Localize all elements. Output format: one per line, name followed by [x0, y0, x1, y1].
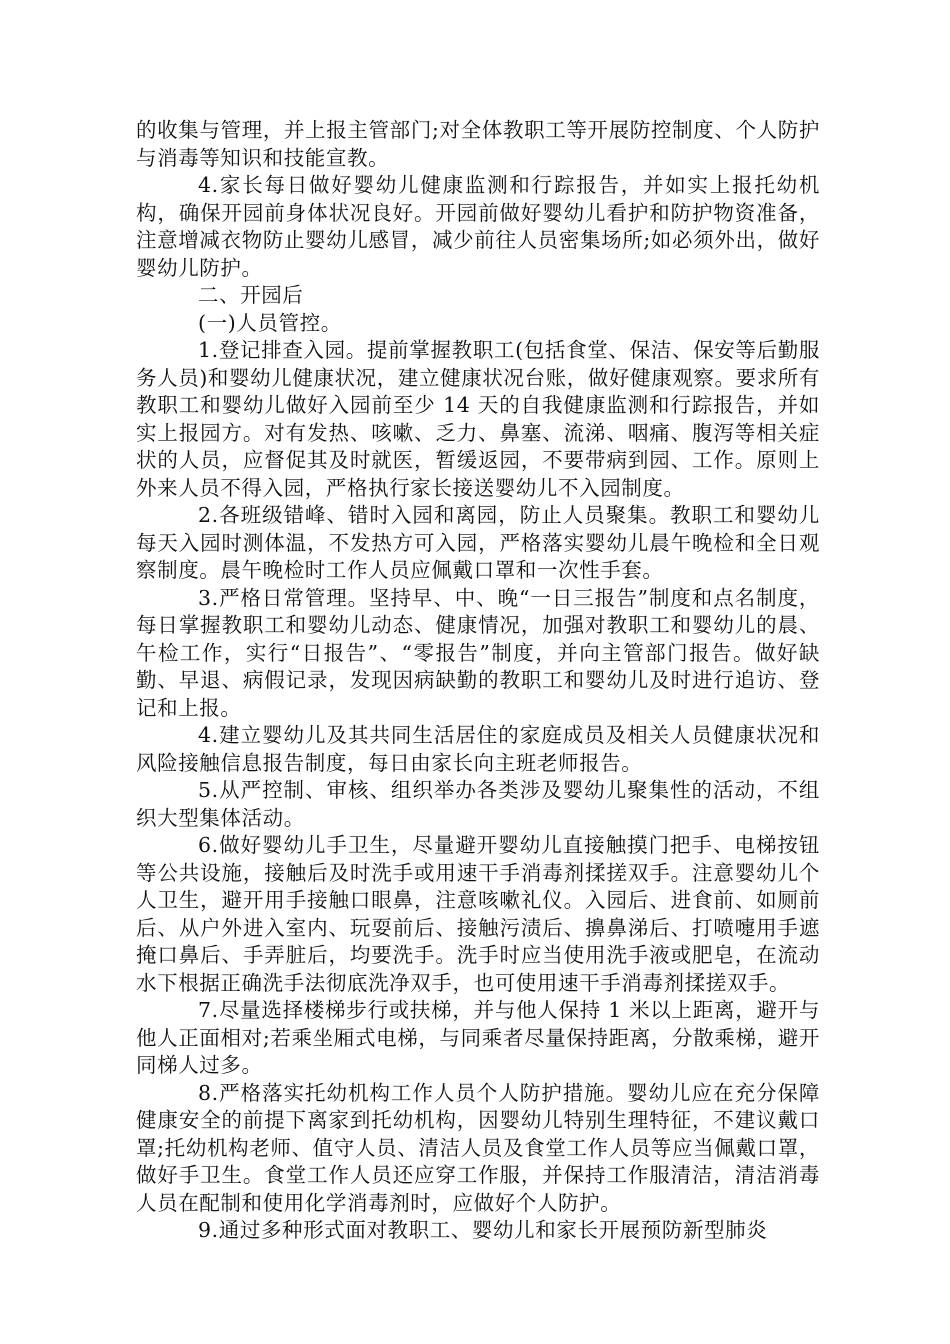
- paragraph-item-4: 4.家长每日做好婴幼儿健康监测和行踪报告，并如实上报托幼机构，确保开园前身体状况良好。开园前做好婴幼儿看护和防护物资准备，注意增减衣物防止婴幼儿感冒，减少前往人员密集场所;如必须外出，做好婴幼儿防护。: [136, 173, 820, 280]
- paragraph-continued: 的收集与管理，并上报主管部门;对全体教职工等开展防控制度、个人防护与消毒等知识和技能宣教。: [136, 118, 820, 170]
- paragraph-item-4b: 4.建立婴幼儿及其共同生活居住的家庭成员及相关人员健康状况和风险接触信息报告制度，每日由家长向主班老师报告。: [136, 723, 820, 775]
- paragraph-item-9: 9.通过多种形式面对教职工、婴幼儿和家长开展预防新型肺炎: [198, 1218, 768, 1242]
- section-heading-after-opening: 二、开园后: [198, 283, 304, 307]
- paragraph-item-8: 8.严格落实托幼机构工作人员个人防护措施。婴幼儿应在充分保障健康安全的前提下离家到托幼机构，因婴幼儿特别生理特征，不建议戴口罩;托幼机构老师、值守人员、清洁人员及食堂工作人员等应当佩戴口罩，做好手卫生。食堂工作人员还应穿工作服，并保持工作服清洁，清洁消毒人员在配制和使用化学消毒剂时，应做好个人防护。: [136, 1080, 820, 1215]
- paragraph-item-3: 3.严格日常管理。坚持早、中、晚“一日三报告”制度和点名制度，每日掌握教职工和婴幼儿动态、健康情况，加强对教职工和婴幼儿的晨、午检工作，实行“日报告”、“零报告”制度，并向主管部门报告。做好缺勤、早退、病假记录，发现因病缺勤的教职工和婴幼儿及时进行追访、登记和上报。: [136, 585, 820, 720]
- document-body: [136, 117, 820, 1245]
- paragraph-item-5: 5.从严控制、审核、组织举办各类涉及婴幼儿聚集性的活动，不组织大型集体活动。: [136, 778, 820, 830]
- subsection-heading-personnel: (一)人员管控。: [198, 310, 342, 335]
- paragraph-item-1: 1.登记排查入园。提前掌握教职工(包括食堂、保洁、保安等后勤服务人员)和婴幼儿健康状况，建立健康状况台账，做好健康观察。要求所有教职工和婴幼儿做好入园前至少 14 天的自我健康监测和行踪报告，并如实上报园方。对有发热、咳嗽、乏力、鼻塞、流涕、咽痛、腹泻等相关症状的人员，应督促其及时就医，暂缓返园，不要带病到园、工作。原则上外来人员不得入园，严格执行家长接送婴幼儿不入园制度。: [136, 338, 820, 500]
- paragraph-item-7: 7.尽量选择楼梯步行或扶梯，并与他人保持 1 米以上距离，避开与他人正面相对;若乘坐厢式电梯，与同乘者尽量保持距离，分散乘梯，避开同梯人过多。: [136, 998, 820, 1077]
- paragraph-item-6: 6.做好婴幼儿手卫生，尽量避开婴幼儿直接触摸门把手、电梯按钮等公共设施，接触后及时洗手或用速干手消毒剂揉搓双手。注意婴幼儿个人卫生，避开用手接触口眼鼻，注意咳嗽礼仪。入园后、进食前、如厕前后、从户外进入室内、玩耍前后、接触污渍后、擤鼻涕后、打喷嚏用手遮掩口鼻后、手弄脏后，均要洗手。洗手时应当使用洗手液或肥皂，在流动水下根据正确洗手法彻底洗净双手，也可使用速干手消毒剂揉搓双手。: [136, 833, 820, 995]
- paragraph-item-2: 2.各班级错峰、错时入园和离园，防止人员聚集。教职工和婴幼儿每天入园时测体温，不发热方可入园，严格落实婴幼儿晨午晚检和全日观察制度。晨午晚检时工作人员应佩戴口罩和一次性手套。: [136, 503, 820, 582]
